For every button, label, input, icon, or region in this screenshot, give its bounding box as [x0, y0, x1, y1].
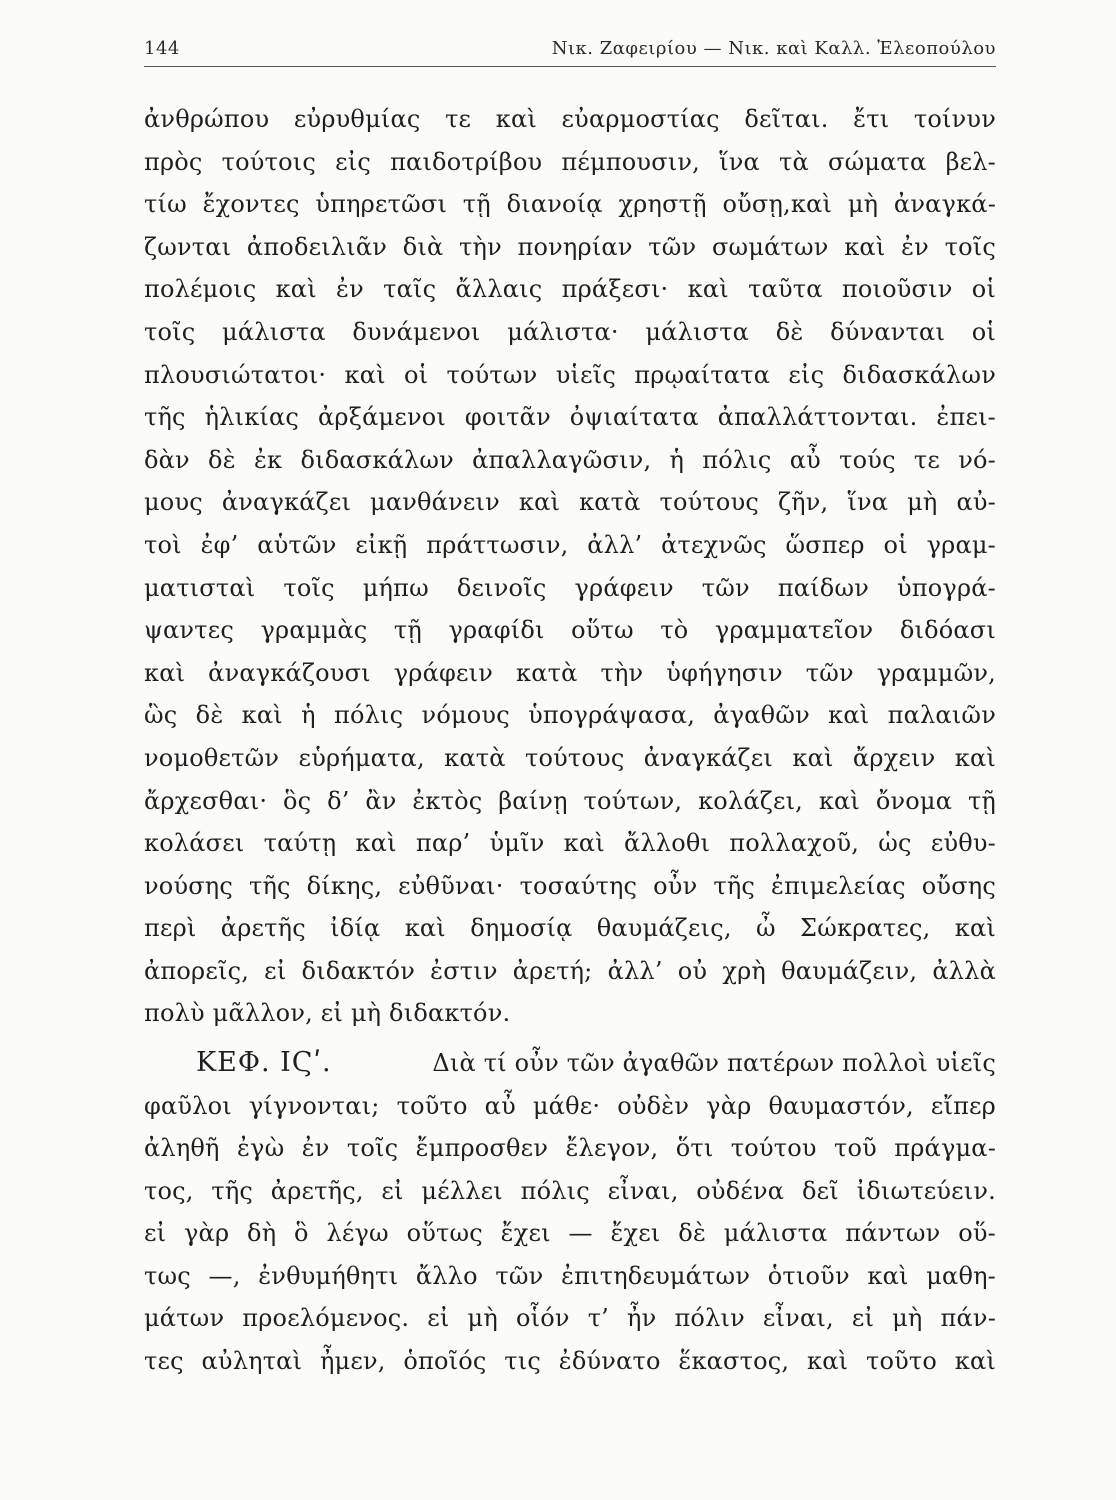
paragraph-2	[144, 1042, 996, 1382]
text-line: καὶ ἀναγκάζουσι γράφειν κατὰ τὴν ὑφήγησιν τῶν γραμμῶν,	[144, 658, 996, 687]
text-line: μάτων προελόμενος. εἰ μὴ οἷόν τ’ ἦν πόλιν εἶναι, εἰ μὴ πάν-	[144, 1304, 996, 1332]
chapter-label: ΚΕΦ. ΙϚʹ.	[196, 1047, 332, 1078]
text-line: ἀνθρώπου εὐρυθμίας τε καὶ εὐαρμοστίας δεῖται. ἔτι τοίνυν	[144, 105, 996, 133]
text-line: τως —, ἐνθυμήθητι ἄλλο τῶν ἐπιτηδευμάτων ὁτιοῦν καὶ μαθη-	[144, 1261, 996, 1290]
running-title: Νικ. Ζαφειρίου — Νικ. καὶ Καλλ. Ἐλεοπούλου	[551, 38, 996, 59]
text-line: πολέμοις καὶ ἐν ταῖς ἄλλαις πράξεσι· καὶ ταῦτα ποιοῦσιν οἱ	[144, 275, 996, 304]
text-line: Διὰ τί οὖν τῶν ἀγαθῶν πατέρων πολλοὶ υἱεῖς	[432, 1049, 996, 1077]
text-line: ὣς δὲ καὶ ἡ πόλις νόμους ὑπογράψασα, ἀγαθῶν καὶ παλαιῶν	[144, 701, 996, 730]
text-line: τες αὐληταὶ ἦμεν, ὁποῖός τις ἐδύνατο ἕκαστος, καὶ τοῦτο καὶ	[144, 1346, 996, 1375]
text-line: περὶ ἀρετῆς ἰδίᾳ καὶ δημοσίᾳ θαυμάζεις, ὦ Σώκρατες, καὶ	[144, 914, 996, 943]
text-line: δὰν δὲ ἐκ διδασκάλων ἀπαλλαγῶσιν, ἡ πόλις αὖ τούς τε νό-	[144, 445, 996, 474]
text-line: τος, τῆς ἀρετῆς, εἰ μέλλει πόλις εἶναι, οὐδένα δεῖ ἰδιωτεύειν.	[144, 1176, 996, 1205]
text-line: κολάσει ταύτῃ καὶ παρ’ ὑμῖν καὶ ἄλλοθι πολλαχοῦ, ὡς εὐθυ-	[144, 829, 996, 858]
text-line: ἀληθῆ ἐγὼ ἐν τοῖς ἔμπροσθεν ἔλεγον, ὅτι τούτου τοῦ πράγμα-	[144, 1134, 996, 1162]
text-line: νομοθετῶν εὑρήματα, κατὰ τούτους ἀναγκάζει καὶ ἄρχειν καὶ	[144, 743, 996, 772]
text-line: τῆς ἡλικίας ἀρξάμενοι φοιτᾶν ὀψιαίτατα ἀπαλλάττονται. ἐπει-	[144, 403, 996, 432]
text-line: ψαντες γραμμὰς τῇ γραφίδι οὕτω τὸ γραμματεῖον διδόασι	[144, 616, 996, 645]
text-line: νούσης τῆς δίκης, εὐθῦναι· τοσαύτης οὖν τῆς ἐπιμελείας οὔσης	[144, 871, 996, 900]
header-rule	[144, 66, 996, 67]
text-line: ἀπορεῖς, εἰ διδακτόν ἐστιν ἀρετή; ἀλλ’ οὐ χρὴ θαυμάζειν, ἀλλὰ	[144, 956, 996, 985]
text-line: ἄρχεσθαι· ὃς δ’ ἂν ἐκτὸς βαίνῃ τούτων, κολάζει, καὶ ὄνομα τῇ	[144, 786, 996, 815]
text-line: πλουσιώτατοι· καὶ οἱ τούτων υἱεῖς πρῳαίτατα εἰς διδασκάλων	[144, 360, 996, 389]
text-line: ματισταὶ τοῖς μήπω δεινοῖς γράφειν τῶν παίδων ὑπογρά-	[144, 573, 996, 602]
paragraph-1	[144, 98, 996, 1035]
text-line: τίω ἔχοντες ὑπηρετῶσι τῇ διανοίᾳ χρηστῇ οὔσῃ,καὶ μὴ ἀναγκά-	[144, 190, 996, 219]
text-line: πρὸς τούτοις εἰς παιδοτρίβου πέμπουσιν, ἵνα τὰ σώματα βελ-	[144, 147, 996, 176]
text-line: τοῖς μάλιστα δυνάμενοι μάλιστα· μάλιστα δὲ δύνανται οἱ	[144, 317, 996, 346]
running-head	[144, 32, 996, 66]
page-number: 144	[144, 38, 180, 59]
text-line: μους ἀναγκάζει μανθάνειν καὶ κατὰ τούτους ζῆν, ἵνα μὴ αὐ-	[144, 488, 996, 517]
text-line: ζωνται ἀποδειλιᾶν διὰ τὴν πονηρίαν τῶν σωμάτων καὶ ἐν τοῖς	[144, 232, 996, 261]
text-line: φαῦλοι γίγνονται; τοῦτο αὖ μάθε· οὐδὲν γὰρ θαυμαστόν, εἴπερ	[144, 1091, 996, 1120]
chapter-first-line	[144, 1042, 996, 1085]
text-line: εἰ γὰρ δὴ ὃ λέγω οὕτως ἔχει — ἔχει δὲ μάλιστα πάντων οὕ-	[144, 1219, 996, 1247]
text-line: τοὶ ἐφ’ αὑτῶν εἰκῇ πράττωσιν, ἀλλ’ ἀτεχνῶς ὥσπερ οἱ γραμ-	[144, 530, 996, 559]
text-line: πολὺ μᾶλλον, εἰ μὴ διδακτόν.	[144, 999, 511, 1028]
